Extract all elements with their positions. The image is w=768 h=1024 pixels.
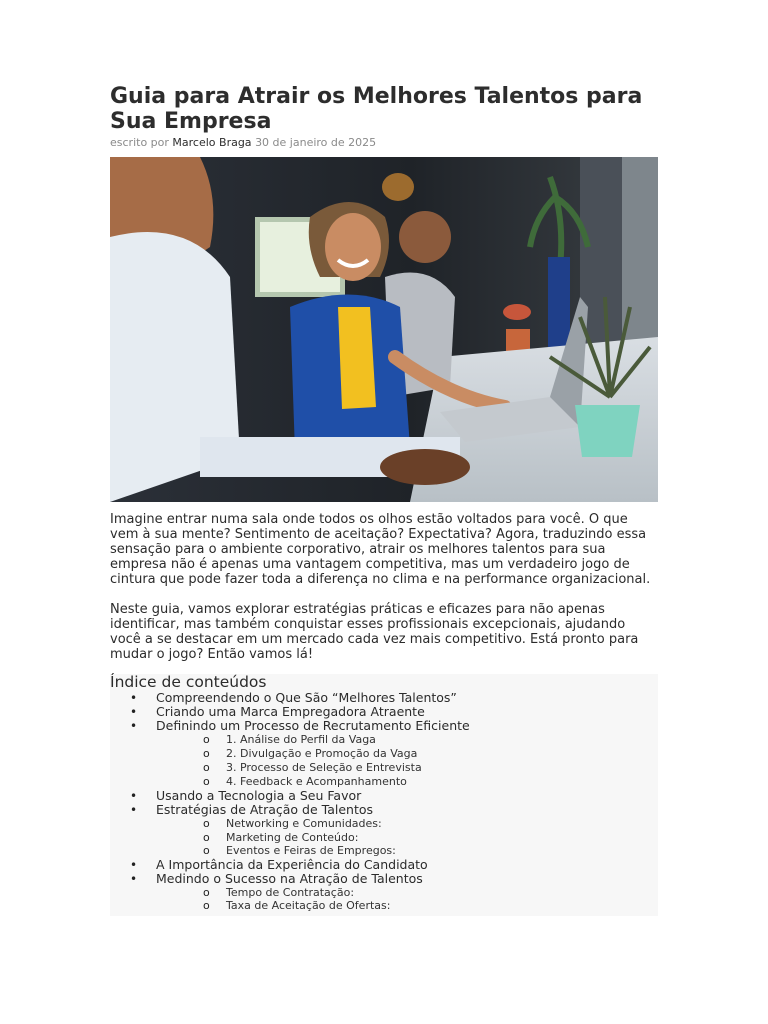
toc-subitem[interactable] [156, 899, 658, 913]
toc-item[interactable] [110, 858, 658, 872]
toc-subitem[interactable] [156, 775, 658, 789]
toc-subitem[interactable] [156, 817, 658, 831]
toc-item-label: Compreendendo o Que São “Melhores Talentos” [156, 690, 457, 705]
toc-subitem[interactable] [156, 831, 658, 845]
toc-subitem-label: 4. Feedback e Acompanhamento [226, 775, 407, 788]
toc-subitem[interactable] [156, 844, 658, 858]
article-title: Guia para Atrair os Melhores Talentos para Sua Empresa [110, 84, 643, 134]
toc-subitem[interactable] [156, 747, 658, 761]
toc-item-label: Criando uma Marca Empregadora Atraente [156, 704, 425, 719]
toc-subitem-label: Eventos e Feiras de Empregos: [226, 844, 396, 857]
article [110, 84, 658, 916]
toc-subitem-label: 1. Análise do Perfil da Vaga [226, 733, 376, 746]
toc-item[interactable] [110, 803, 658, 858]
toc-item-label: Medindo o Sucesso na Atração de Talentos [156, 870, 423, 886]
bullet-icon: • [130, 691, 138, 705]
toc-item[interactable] [110, 705, 658, 719]
toc-list [110, 691, 658, 913]
sub-bullet-icon: o [203, 899, 210, 912]
toc-item[interactable] [110, 719, 658, 789]
byline [110, 135, 658, 150]
toc-item-label: Usando a Tecnologia a Seu Favor [156, 788, 362, 803]
bullet-icon: • [130, 871, 138, 886]
bullet-icon: • [130, 789, 138, 803]
toc-subitem[interactable] [156, 886, 658, 900]
bullet-icon: • [130, 857, 138, 872]
toc-item[interactable] [110, 872, 658, 913]
sub-bullet-icon: o [203, 830, 210, 844]
toc-subitem-label: Networking e Comunidades: [226, 817, 382, 830]
toc-subitem-label: Tempo de Contratação: [226, 885, 355, 899]
toc-item-label: Estratégias de Atração de Talentos [156, 802, 374, 817]
toc-item-label: A Importância da Experiência do Candidato [156, 856, 428, 872]
bullet-icon: • [130, 719, 138, 733]
toc-subitem-label: 2. Divulgação e Promoção da Vaga [226, 747, 418, 760]
publish-date: 30 de janeiro de 2025 [255, 136, 377, 149]
author-link[interactable]: Marcelo Braga [172, 136, 252, 149]
toc-subitem[interactable] [156, 733, 658, 747]
guide-paragraph: Neste guia, vamos explorar estratégias práticas e eficazes para não apenas identificar, mas também conquistar esses profissionais excepcionais, ajudando você a se destacar em um mercado cada vez mais competitivo. Está pronto para mudar o jogo? Então vamos lá! [110, 602, 639, 662]
sub-bullet-icon: o [203, 844, 210, 857]
sub-bullet-icon: o [203, 817, 210, 830]
sub-bullet-icon: o [203, 761, 210, 774]
toc-sublist [156, 733, 658, 789]
sub-bullet-icon: o [203, 885, 210, 899]
toc-subitem-label: Taxa de Aceitação de Ofertas: [226, 899, 391, 912]
toc-subitem[interactable] [156, 761, 658, 775]
intro-paragraph: Imagine entrar numa sala onde todos os olhos estão voltados para você. O que vem à sua mente? Sentimento de aceitação? Expectativa? Agora, traduzindo essa sensação para o ambiente corporativo, atrair os melhores talentos para sua empresa não é apenas uma vantagem competitiva, mas um verdadeiro jogo de cintura que pode fazer toda a diferença no clima e na performance organizacional. [110, 512, 651, 587]
bullet-icon: • [130, 705, 138, 719]
sub-bullet-icon: o [203, 747, 210, 760]
toc-item[interactable] [110, 789, 658, 803]
sub-bullet-icon: o [203, 775, 210, 788]
byline-prefix: escrito por [110, 136, 169, 149]
toc-sublist [156, 886, 658, 913]
toc-item-label: Definindo um Processo de Recrutamento Eficiente [156, 718, 470, 733]
toc-sublist [156, 817, 658, 858]
toc-subitem-label: Marketing de Conteúdo: [226, 830, 359, 844]
hero-image [110, 157, 658, 502]
table-of-contents [110, 674, 658, 916]
bullet-icon: • [130, 803, 138, 817]
sub-bullet-icon: o [203, 733, 210, 746]
toc-item[interactable] [110, 691, 658, 705]
toc-title: Índice de conteúdos [110, 673, 267, 691]
toc-subitem-label: 3. Processo de Seleção e Entrevista [226, 761, 422, 774]
